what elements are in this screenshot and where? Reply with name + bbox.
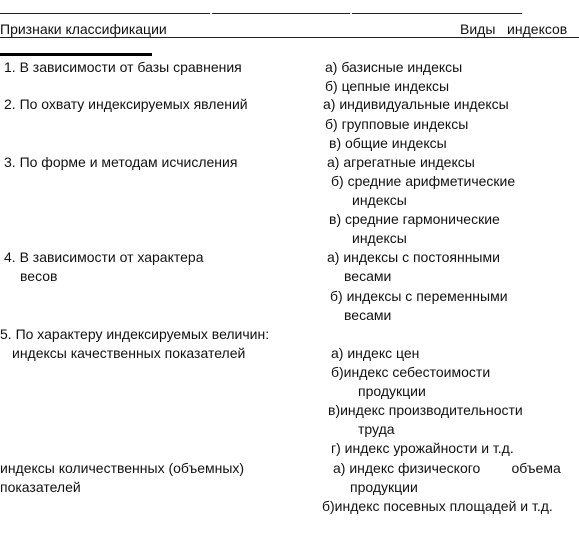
type-5b-line1: б)индекс себестоимости: [331, 364, 491, 380]
type-6a-line1: а) индекс физического объема: [333, 460, 561, 476]
type-4a-line2: весами: [344, 268, 392, 284]
type-6b: б)индекс посевных площадей и т.д.: [322, 498, 553, 514]
type-5c-line2: труда: [358, 421, 395, 437]
top-rule-2: [72, 13, 210, 14]
classification-5-volume-line1: индексы количественных (объемных): [0, 460, 245, 476]
type-1b: б) цепные индексы: [325, 78, 450, 94]
classification-3: 3. По форме и методам исчисления: [4, 154, 238, 170]
type-3b-line2: индексы: [352, 192, 407, 208]
type-2c: в) общие индексы: [329, 135, 447, 151]
type-6a-line2: продукции: [350, 479, 418, 495]
type-4a-line1: а) индексы с постоянными: [327, 249, 500, 265]
header-thick-rule: [0, 53, 152, 56]
type-1a: а) базисные индексы: [325, 59, 463, 75]
classification-2: 2. По охвату индексируемых явлений: [4, 96, 248, 112]
type-5a: а) индекс цен: [331, 345, 420, 361]
classification-4-line2: весов: [20, 268, 58, 284]
classification-5: 5. По характеру индексируемых величин:: [0, 326, 270, 342]
type-5d: г) индекс урожайности и т.д.: [331, 440, 514, 456]
type-3c-line1: в) средние гармонические: [329, 211, 500, 227]
top-rule-4: [352, 13, 522, 14]
top-rule-1: [0, 13, 72, 14]
header-bottom-rule: [0, 37, 579, 38]
type-2b: б) групповые индексы: [325, 116, 469, 132]
type-5c-line1: в)индекс производительности: [328, 402, 523, 418]
type-4b-line2: весами: [344, 307, 392, 323]
classification-5-quality: индексы качественных показателей: [12, 345, 246, 361]
type-3a: а) агрегатные индексы: [327, 154, 475, 170]
header-left-label: Признаки классификации: [0, 21, 167, 37]
classification-1: 1. В зависимости от базы сравнения: [4, 59, 242, 75]
type-4b-line1: б) индексы с переменными: [330, 288, 508, 304]
type-3b-line1: б) средние арифметические: [331, 173, 516, 189]
type-2a: а) индивидуальные индексы: [323, 96, 509, 112]
classification-5-volume-line2: показателей: [0, 479, 81, 495]
header-right-label: Виды индексов: [460, 21, 568, 37]
classification-4-line1: 4. В зависимости от характера: [4, 249, 204, 265]
top-rule-3: [212, 13, 350, 14]
type-5b-line2: продукции: [358, 383, 426, 399]
type-3c-line2: индексы: [352, 230, 407, 246]
